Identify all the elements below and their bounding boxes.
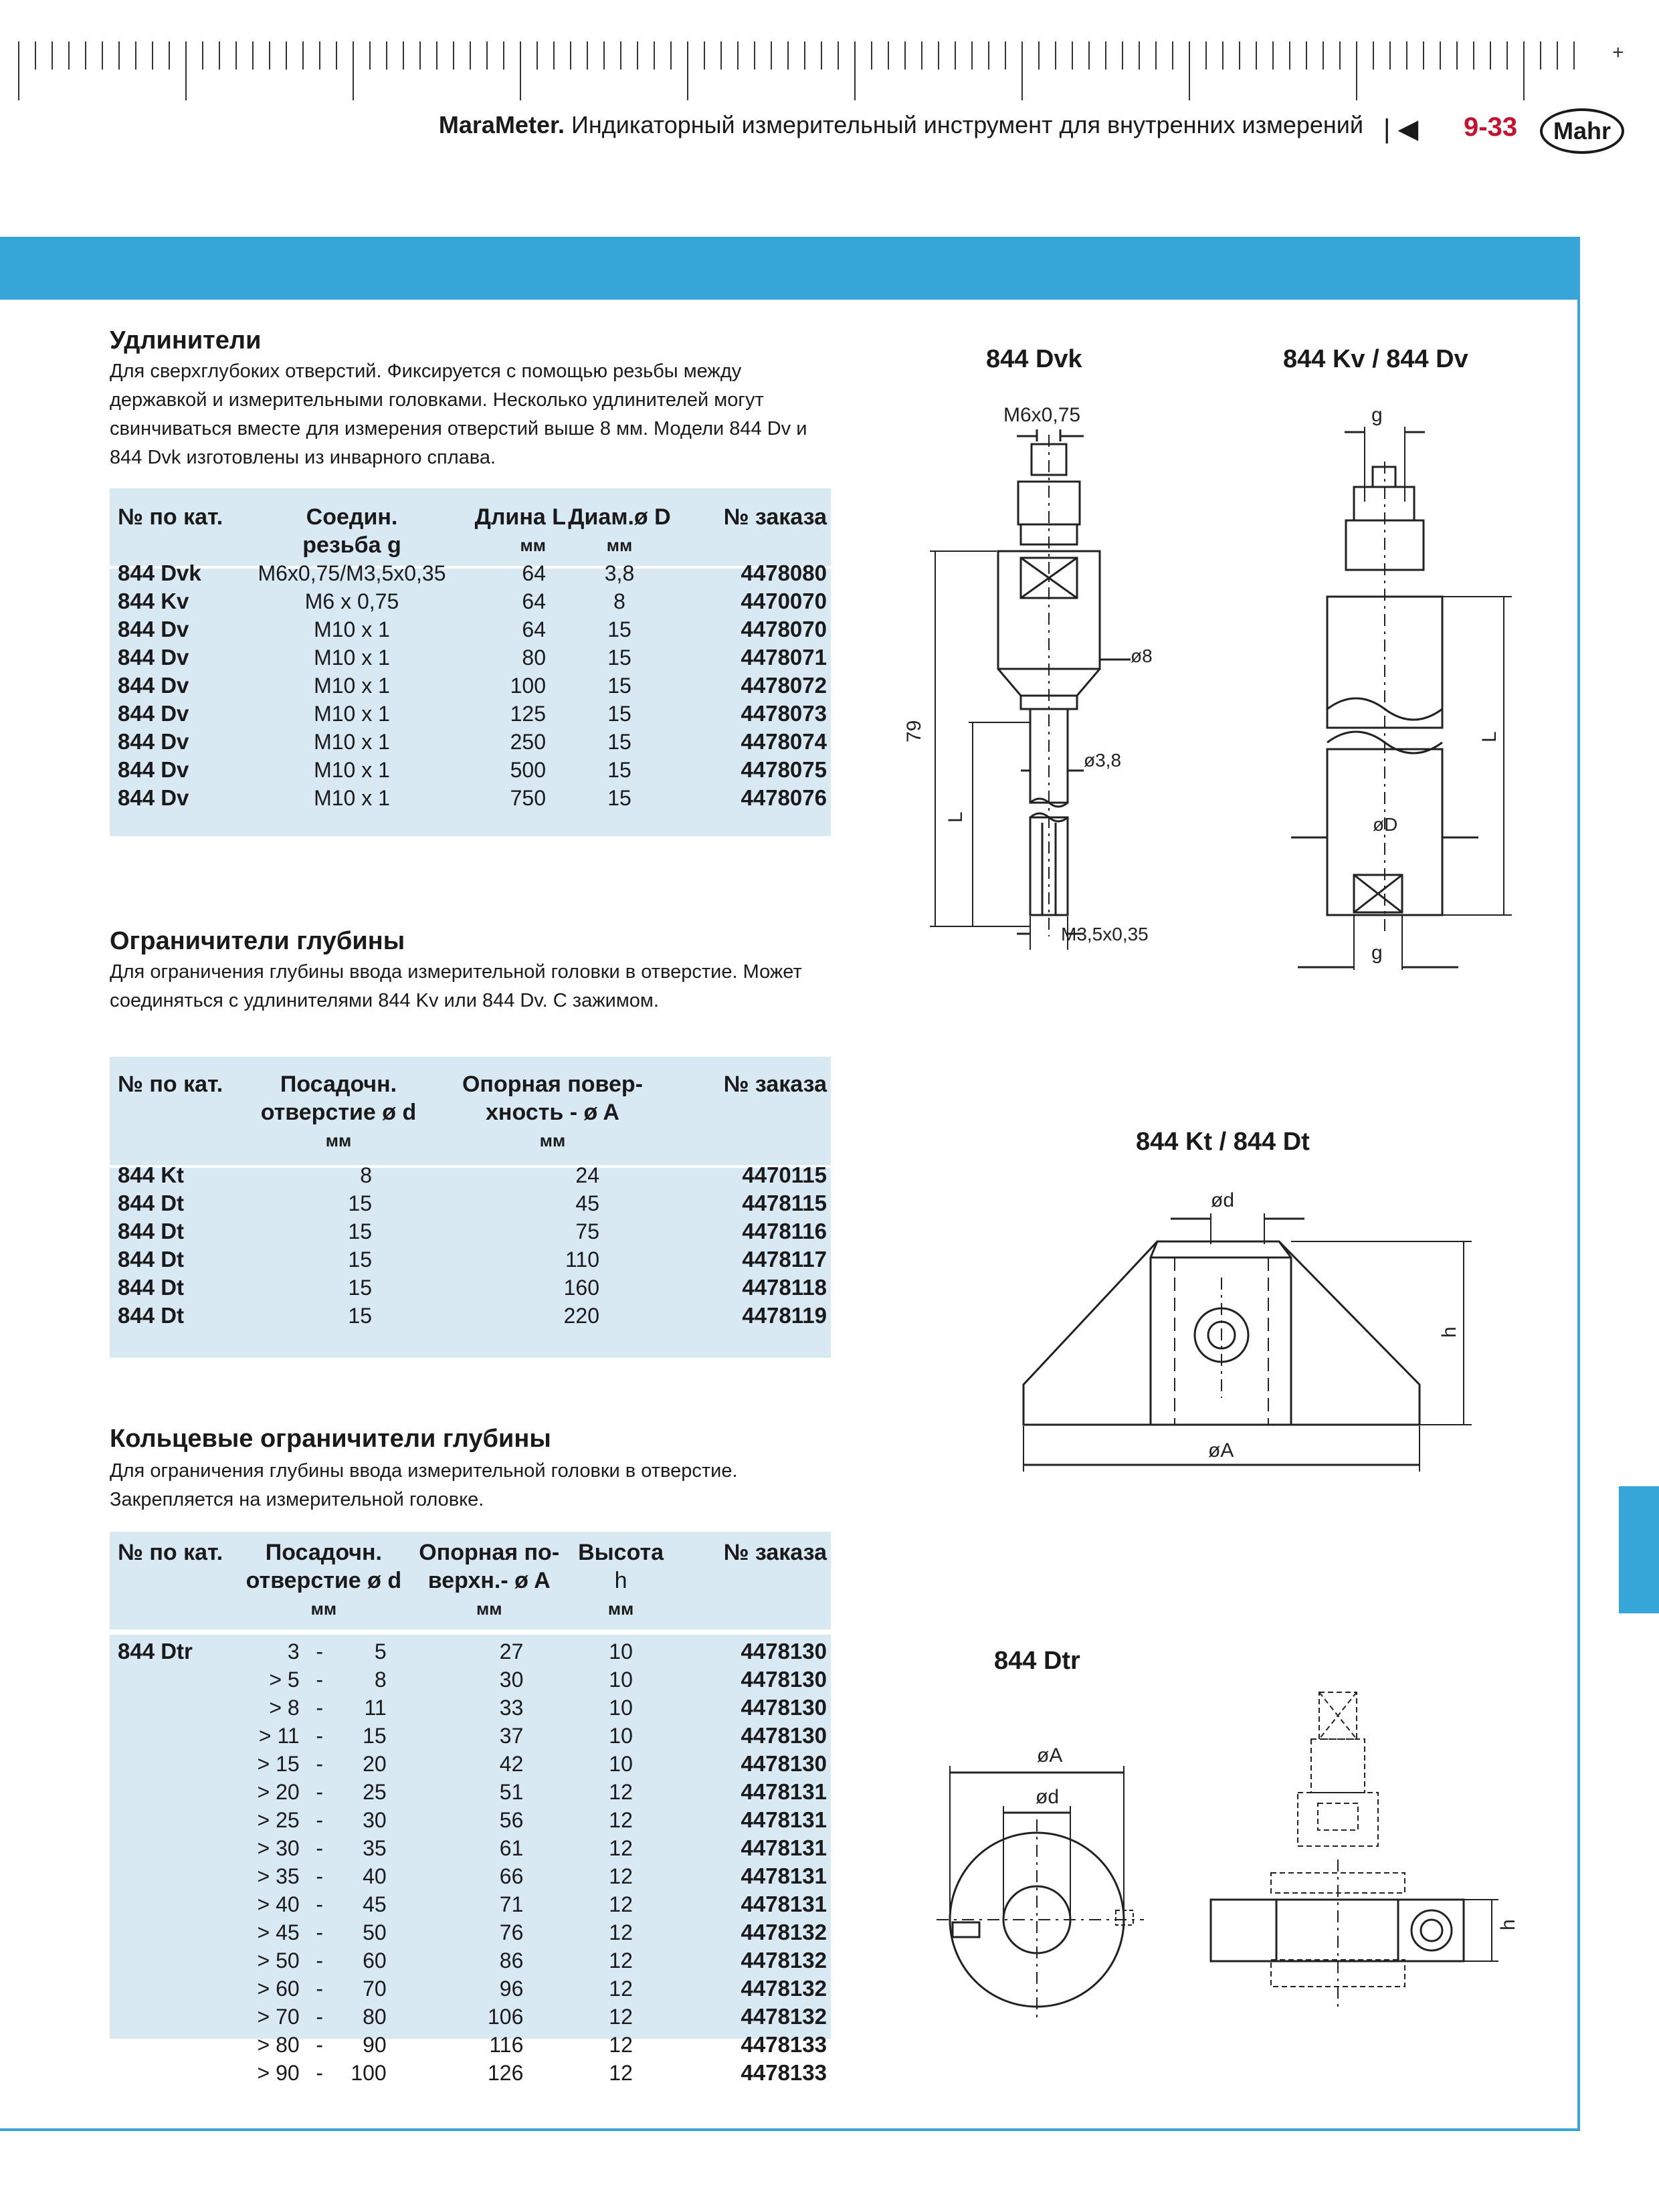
table-row: > 40 - 45 71 12 4478131 [257, 1892, 827, 1916]
table-row: > 30 - 35 61 12 4478131 [257, 1835, 827, 1860]
table-row: 844 Dt 15 75 4478116 [118, 1219, 827, 1243]
table-row: > 25 - 30 56 12 4478131 [257, 1807, 827, 1832]
svg-text:øA: øA [1037, 1744, 1063, 1767]
table-row: 844 Dv M10 x 1 500 15 4478075 [118, 757, 827, 782]
page-number: 9-33 [1464, 112, 1518, 142]
blue-band [0, 237, 1580, 300]
svg-text:g: g [1371, 942, 1383, 964]
table-row: 844 Dt 15 160 4478118 [118, 1275, 827, 1300]
table-row: > 5 - 8 30 10 4478130 [269, 1667, 827, 1692]
table-row: 844 Kt 8 24 4470115 [118, 1163, 827, 1187]
table-row: > 80 - 90 116 12 4478133 [257, 2032, 827, 2057]
frame-right-line [1577, 300, 1580, 2131]
svg-text:h: h [1438, 1326, 1460, 1338]
brand-name: MaraMeter. [438, 111, 565, 138]
svg-text:M3,5x0,35: M3,5x0,35 [1061, 924, 1149, 944]
table-row: 844 Dv M10 x 1 64 15 4478070 [118, 617, 827, 641]
table-row: > 15 - 20 42 10 4478130 [257, 1751, 827, 1776]
svg-text:ød: ød [1036, 1786, 1060, 1808]
table-row: > 20 - 25 51 12 4478131 [257, 1779, 827, 1804]
section-desc-ring-stops: Для ограничения глубины ввода измерительной головки в отверстие. Закрепляется на измерительной головке. [110, 1460, 738, 1510]
table-row: > 11 - 15 37 10 4478130 [258, 1723, 827, 1748]
frame-bottom-line [0, 2128, 1580, 2131]
table-row: 844 Dt 15 110 4478117 [118, 1247, 827, 1272]
drawing-dtr [923, 1672, 1525, 2047]
table-row: 844 Dv M10 x 1 750 15 4478076 [118, 785, 827, 810]
svg-text:g: g [1371, 404, 1383, 426]
table-row: > 45 - 50 76 12 4478132 [257, 1920, 827, 1944]
chapter-tab [1619, 1486, 1659, 1613]
table-row: > 50 - 60 86 12 4478132 [257, 1948, 827, 1973]
table-row: 844 Dv M10 x 1 125 15 4478073 [118, 701, 827, 726]
section-desc-extensions: Для сверхглубоких отверстий. Фиксируется с помощью резьбы между державкой и измерительными головками. Несколько удлинителей могут свинчиваться вместе для измерения отверстий выше 8 мм. Модели 844 Dv и 844 Dvk изготовлены из инварного сплава. [110, 361, 807, 468]
drawing-dvk [890, 395, 1197, 970]
plus-mark: + [1612, 41, 1624, 64]
table-row: > 90 - 100 126 12 4478133 [257, 2060, 827, 2085]
page-header [439, 111, 1363, 139]
svg-text:øD: øD [1373, 814, 1398, 835]
section-title-depth-stops: Ограничители глубины [110, 927, 405, 955]
svg-text:øA: øA [1208, 1439, 1234, 1462]
section-title-extensions: Удлинители [110, 326, 262, 355]
svg-text:h: h [1497, 1919, 1519, 1930]
table-row: 844 Dvk M6x0,75/M3,5x0,35 64 3,8 4478080 [118, 561, 827, 585]
drawing-kt [1017, 1177, 1512, 1478]
svg-text:ød: ød [1211, 1189, 1235, 1211]
table-row: > 70 - 80 106 12 4478132 [257, 2004, 827, 2029]
fig-title-kt: 844 Kt / 844 Dt [1136, 1128, 1310, 1156]
table-row: 844 Kv M6 x 0,75 64 8 4470070 [118, 589, 827, 613]
svg-text:M6x0,75: M6x0,75 [1003, 404, 1081, 426]
table-row: 844 Dv M10 x 1 250 15 4478074 [118, 729, 827, 754]
fig-title-dvk: 844 Dvk [986, 345, 1082, 373]
arrow-left-icon: | ◀ [1383, 114, 1419, 144]
drawing-kv [1271, 395, 1539, 977]
table-row: 844 Dt 15 220 4478119 [118, 1303, 827, 1328]
ruler-marks [0, 0, 1659, 107]
table-ring-stops: № по кат. Посадочн. Опорная по- Высота № заказа отверстие ø d верхн.- ø A h мм мм мм 844 Dtr 3 - 5 27 10 4478130 > 5 - 8 30 10 4478130 > 8 - 11 33 10 4478130 > 11 - 15 37 10 4478130 > 15 - 20 42 10 4478130 > 20 - 25 51 12 4478131 > 25 - 30 56 12 4478131 > 30 - 35 61 12 4478131 > 35 - 40 66 12 4478131 > 40 - 45 71 12 4478131 > 45 - 50 76 12 4478132 > 50 - 60 86 12 4478132 > 60 - 70 96 12 4478132 > 70 - 80 106 12 4478132 > 80 - 90 116 12 4478133 > 90 - 100 126 12 4478133 [118, 1538, 827, 2087]
mahr-logo: Mahr [1540, 108, 1624, 154]
table-row: 844 Dtr 3 - 5 27 10 4478130 [118, 1639, 827, 1664]
svg-text:L: L [945, 811, 967, 823]
svg-text:ø8: ø8 [1131, 645, 1153, 666]
header-title: Индикаторный измерительный инструмент для внутренних измерений [571, 111, 1363, 138]
table-row: 844 Dv M10 x 1 80 15 4478071 [118, 645, 827, 670]
fig-title-dtr: 844 Dtr [994, 1647, 1080, 1675]
table-row: 844 Dt 15 45 4478115 [118, 1191, 827, 1215]
section-title-ring-stops: Кольцевые ограничители глубины [110, 1425, 551, 1453]
fig-title-kv: 844 Kv / 844 Dv [1283, 345, 1468, 373]
svg-text:ø3,8: ø3,8 [1084, 750, 1122, 771]
table-row: 844 Dv M10 x 1 100 15 4478072 [118, 673, 827, 698]
table-row: > 60 - 70 96 12 4478132 [257, 1976, 827, 2001]
svg-text:L: L [1478, 731, 1500, 742]
svg-text:79: 79 [903, 720, 925, 742]
table-extensions: № по кат. Соедин. Длина L Диам.ø D № заказа резьба g мм мм 844 Dvk M6x0,75/M3,5x0,35 64 3,8 4478080 844 Kv M6 x 0,75 64 8 4470070 844 Dv M10 x 1 64 15 4478070 844 Dv M10 x 1 80 15 4478071 844 Dv M10 x 1 100 15 4478072 844 Dv M10 x 1 125 15 4478073 844 Dv M10 x 1 250 15 4478074 844 Dv M10 x 1 500 15 4478075 844 Dv M10 x 1 750 15 4478076 [118, 503, 827, 812]
table-row: > 8 - 11 33 10 4478130 [269, 1695, 827, 1720]
table-depth-stops: № по кат. Посадочн. Опорная повер- № заказа отверстие ø d хность - ø A мм мм 844 Kt 8 24 4470115 844 Dt 15 45 4478115 844 Dt 15 75 4478116 844 Dt 15 110 4478117 844 Dt 15 160 4478118 844 Dt 15 220 4478119 [118, 1070, 827, 1330]
section-desc-depth-stops: Для ограничения глубины ввода измерительной головки в отверстие. Может соединяться с удлинителями 844 Kv или 844 Dv. С зажимом. [110, 961, 802, 1011]
table-row: > 35 - 40 66 12 4478131 [257, 1864, 827, 1888]
